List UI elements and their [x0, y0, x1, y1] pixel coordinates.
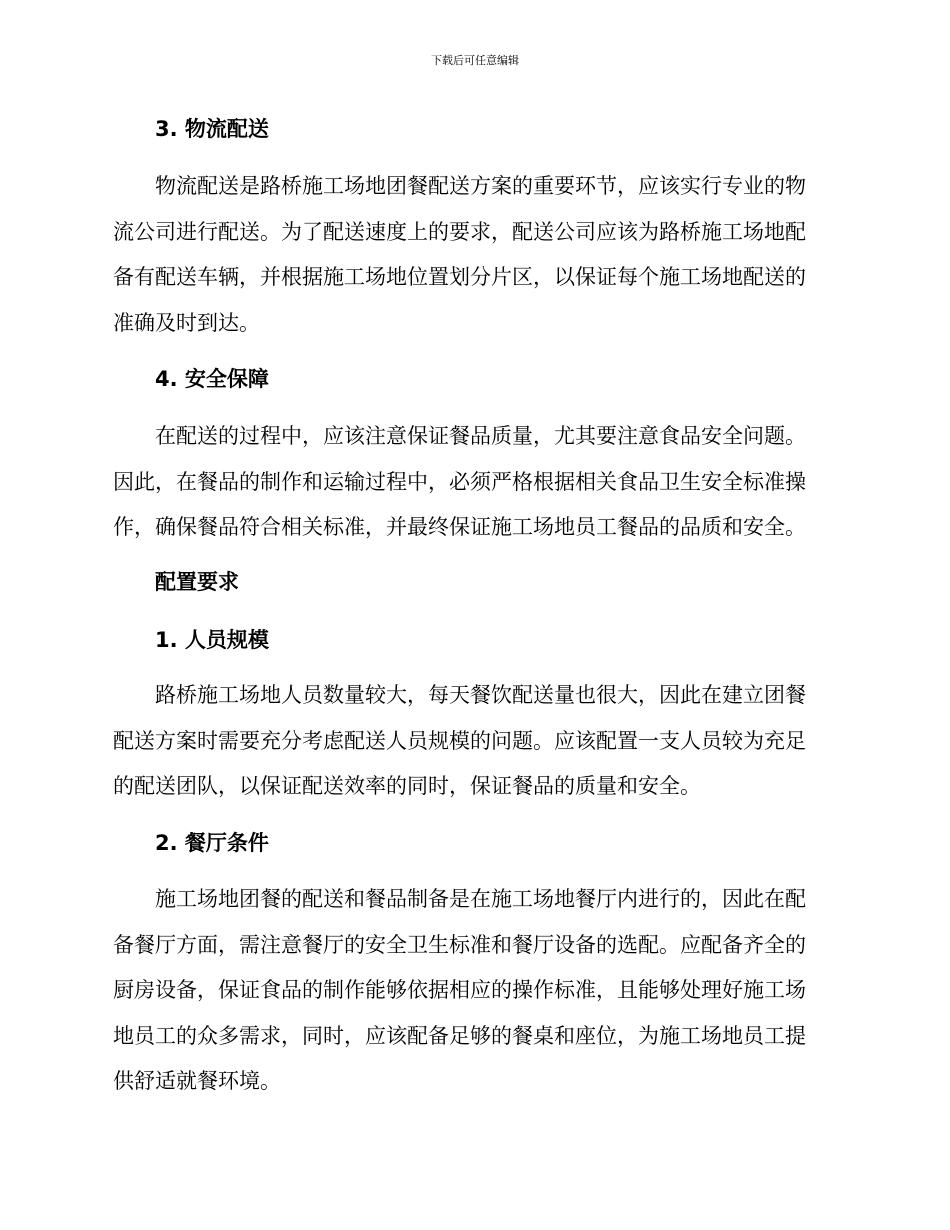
paragraph-staff: 路桥施工场地人员数量较大，每天餐饮配送量也很大，因此在建立团餐 配送方案时需要充分考虑配送人员规模的问题。应该配置一支人员较为充足 的配送团队，以保证配送效率的同时，保证餐品的质量和安全。	[113, 683, 806, 798]
heading-staff: 1. 人员规模	[155, 628, 269, 652]
section-body-canteen	[113, 877, 833, 1105]
section-body-logistics	[113, 164, 833, 346]
paragraph-canteen: 施工场地团餐的配送和餐品制备是在施工场地餐厅内进行的，因此在配 备餐厅方面，需注意餐厅的安全卫生标准和餐厅设备的选配。应配备齐全的 厨房设备，保证食品的制作能够依据相应的操作标准，且能够处理好施工场 地员工的众多需求，同时，应该配备足够的餐桌和座位，为施工场地员工提 供舒适就餐环境。	[113, 887, 806, 1093]
heading-canteen: 2. 餐厅条件	[155, 831, 269, 855]
heading-logistics: 3. 物流配送	[155, 117, 269, 141]
section-body-safety	[113, 414, 833, 551]
page-header: 下载后可任意编辑	[431, 54, 519, 67]
paragraph-logistics: 物流配送是路桥施工场地团餐配送方案的重要环节，应该实行专业的物 流公司进行配送。为了配送速度上的要求，配送公司应该为路桥施工场地配 备有配送车辆，并根据施工场地位置划分片区，以保证每个施工场地配送的 准确及时到达。	[113, 174, 806, 335]
section-heading-logistics	[113, 114, 833, 144]
section-heading-safety	[113, 364, 833, 394]
section-heading-staff	[113, 625, 833, 655]
paragraph-safety: 在配送的过程中，应该注意保证餐品质量，尤其要注意食品安全问题。 因此，在餐品的制作和运输过程中，必须严格根据相关食品卫生安全标准操 作，确保餐品符合相关标准，并最终保证施工场地员工餐品的品质和安全。	[113, 424, 806, 539]
heading-config: 配置要求	[155, 570, 239, 594]
section-heading-canteen	[113, 828, 833, 858]
section-heading-config	[113, 567, 833, 597]
section-body-staff	[113, 673, 833, 810]
heading-safety: 4. 安全保障	[155, 367, 269, 391]
